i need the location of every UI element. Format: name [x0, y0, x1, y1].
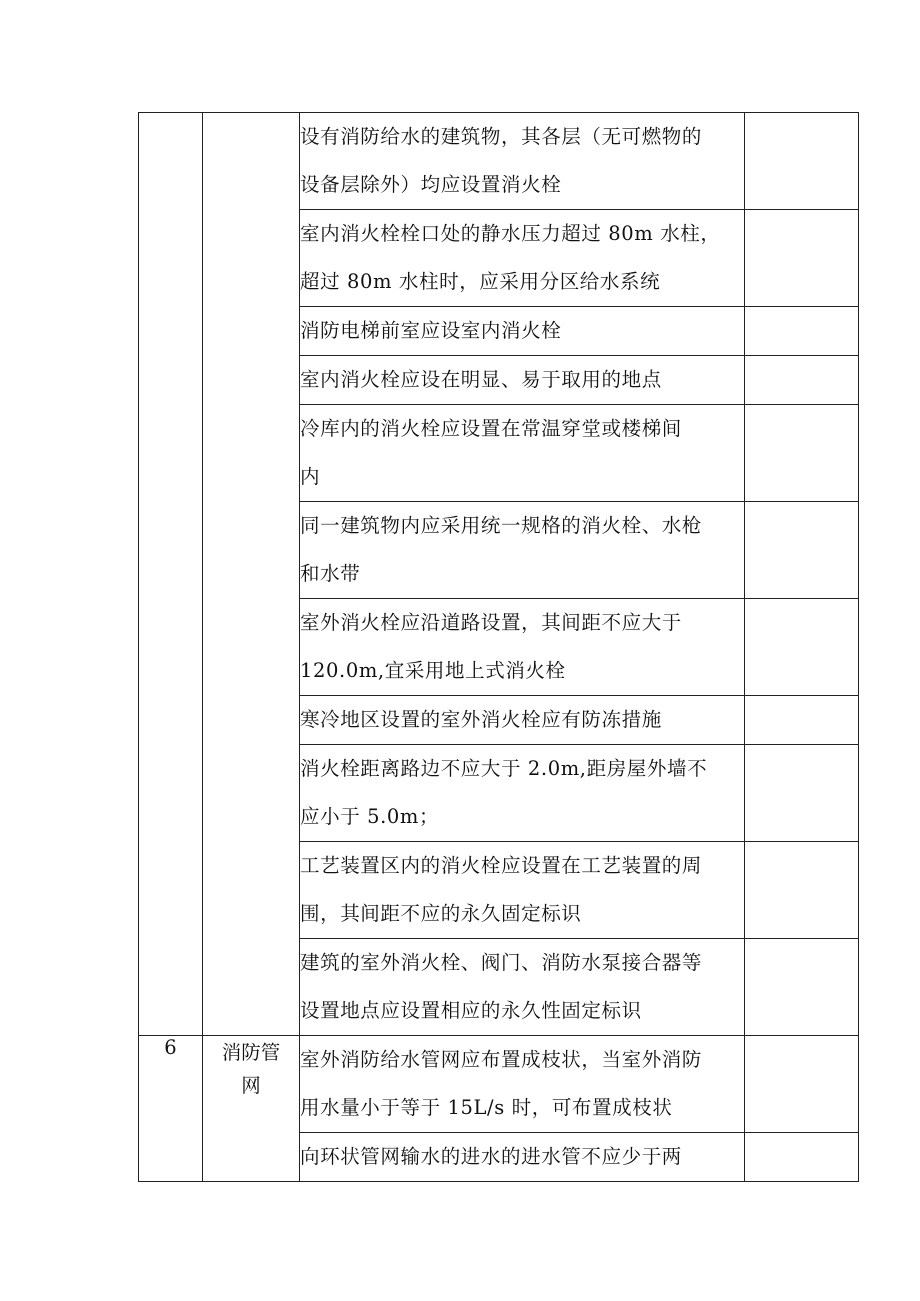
- requirement-text: 和水带: [300, 562, 361, 585]
- requirement-cell: [300, 502, 745, 599]
- requirement-text: 消火栓距离路边不应大于 2.0m,距房屋外墙不: [300, 757, 708, 780]
- requirement-text: 设备层除外）均应设置消火栓: [300, 173, 562, 196]
- requirement-cell: [300, 1133, 745, 1182]
- requirement-text: 室外消防给水管网应布置成枝状，当室外消防: [300, 1048, 703, 1071]
- check-cell[interactable]: [745, 307, 859, 356]
- check-cell[interactable]: [745, 502, 859, 599]
- requirement-text: 室外消火栓应沿道路设置，其间距不应大于: [300, 611, 682, 634]
- category-label: 网: [241, 1074, 261, 1097]
- check-cell[interactable]: [745, 1133, 859, 1182]
- requirement-text: 同一建筑物内应采用统一规格的消火栓、水枪: [300, 514, 703, 537]
- requirement-text: 寒冷地区设置的室外消火栓应有防冻措施: [300, 708, 662, 731]
- table-row: [139, 113, 859, 210]
- requirement-cell: [300, 210, 745, 307]
- check-cell[interactable]: [745, 356, 859, 405]
- check-cell[interactable]: [745, 113, 859, 210]
- check-cell[interactable]: [745, 405, 859, 502]
- table-row: [139, 1036, 859, 1133]
- item-number: 6: [139, 1036, 203, 1182]
- check-cell[interactable]: [745, 599, 859, 696]
- requirement-text: 工艺装置区内的消火栓应设置在工艺装置的周: [300, 854, 703, 877]
- requirement-cell: [300, 356, 745, 405]
- requirement-cell: [300, 842, 745, 939]
- requirement-text: 室内消火栓栓口处的静水压力超过 80m 水柱，: [300, 222, 721, 245]
- category-cell: [203, 113, 300, 1036]
- category-label: 消防管: [221, 1041, 281, 1064]
- check-cell[interactable]: [745, 210, 859, 307]
- category-cell: [203, 1036, 300, 1182]
- check-cell[interactable]: [745, 745, 859, 842]
- number-cell: [139, 113, 203, 1036]
- check-cell[interactable]: [745, 696, 859, 745]
- requirement-text: 建筑的室外消火栓、阀门、消防水泵接合器等: [300, 951, 703, 974]
- requirement-cell: [300, 307, 745, 356]
- check-cell[interactable]: [745, 939, 859, 1036]
- check-cell[interactable]: [745, 1036, 859, 1133]
- requirement-cell: [300, 696, 745, 745]
- requirement-text: 超过 80m 水柱时，应采用分区给水系统: [300, 270, 661, 293]
- inspection-table: [138, 112, 859, 1182]
- requirement-text: 应小于 5.0m；: [300, 805, 440, 828]
- requirement-cell: [300, 1036, 745, 1133]
- requirement-text: 内: [300, 465, 321, 488]
- requirement-text: 消防电梯前室应设室内消火栓: [300, 319, 562, 342]
- requirement-text: 用水量小于等于 15L/s 时，可布置成枝状: [300, 1096, 673, 1119]
- requirement-text: 围，其间距不应的永久固定标识: [300, 902, 582, 925]
- requirement-cell: [300, 599, 745, 696]
- requirement-text: 设置地点应设置相应的永久性固定标识: [300, 999, 642, 1022]
- requirement-text: 向环状管网输水的进水的进水管不应少于两: [300, 1145, 682, 1168]
- requirement-text: 120.0m,宜采用地上式消火栓: [300, 659, 566, 682]
- requirement-text: 室内消火栓应设在明显、易于取用的地点: [300, 368, 662, 391]
- check-cell[interactable]: [745, 842, 859, 939]
- requirement-cell: [300, 405, 745, 502]
- requirement-text: 冷库内的消火栓应设置在常温穿堂或楼梯间: [300, 417, 682, 440]
- requirement-cell: [300, 939, 745, 1036]
- requirement-cell: [300, 113, 745, 210]
- requirement-cell: [300, 745, 745, 842]
- requirement-text: 设有消防给水的建筑物，其各层（无可燃物的: [300, 125, 703, 148]
